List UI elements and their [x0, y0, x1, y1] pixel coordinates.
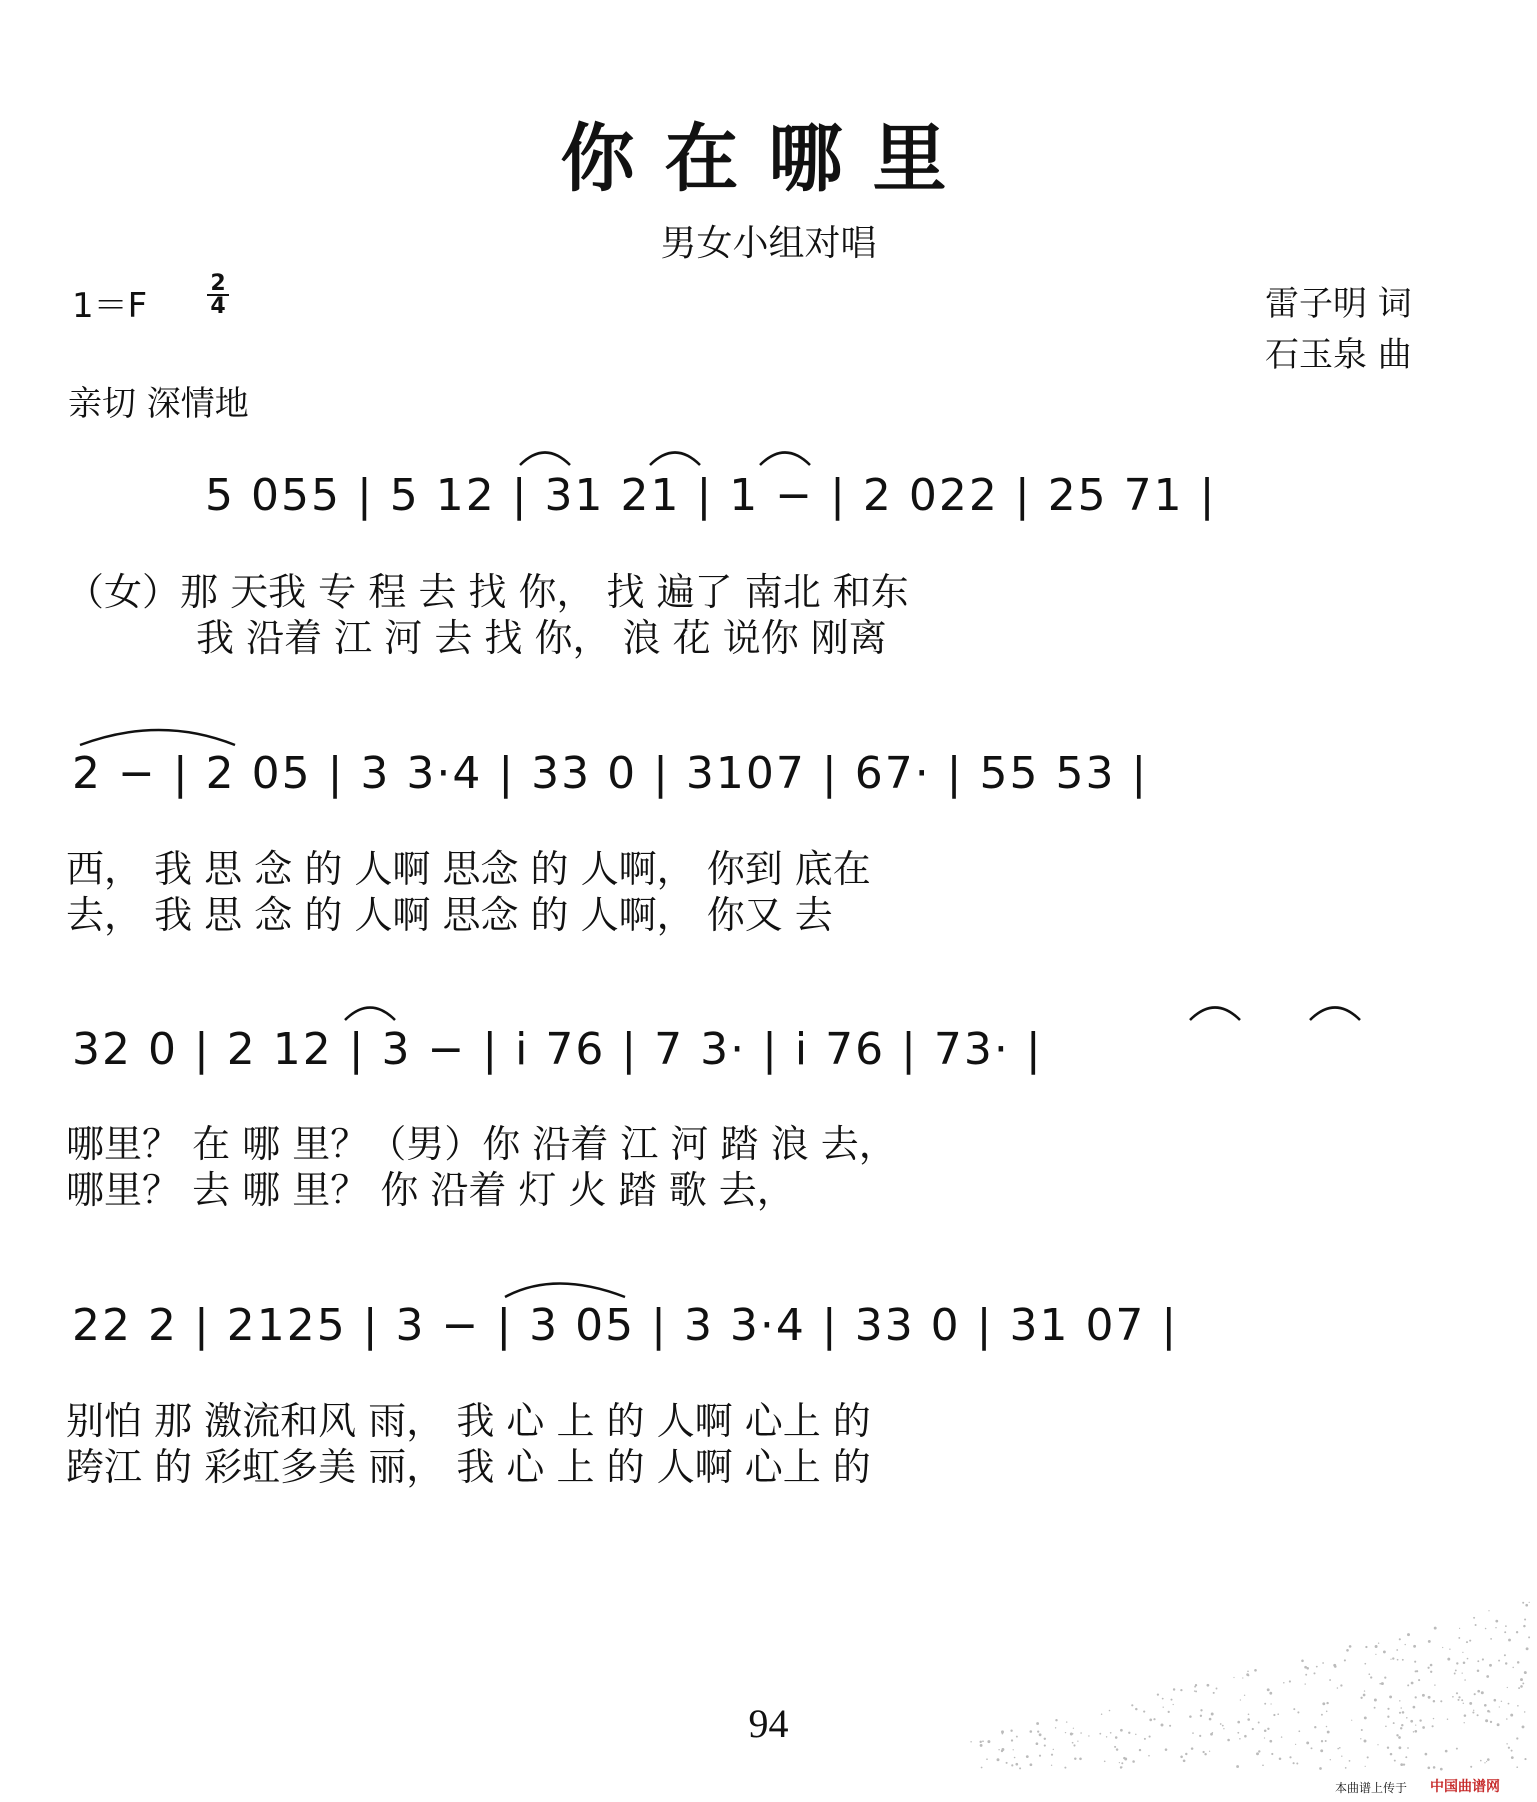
speckle-dot: [1341, 1756, 1342, 1757]
site-brand: 中国曲谱网: [1430, 1779, 1500, 1795]
speckle-dot: [1375, 1654, 1376, 1655]
speckle-dot: [1236, 1765, 1239, 1768]
song-subtitle: 男女小组对唱: [660, 223, 877, 264]
speckle-dot: [1365, 1766, 1366, 1767]
speckle-dot: [1001, 1750, 1003, 1752]
speckle-dot: [1383, 1650, 1386, 1653]
speckle-dot: [1304, 1666, 1307, 1669]
key-signature: 1＝F: [72, 286, 148, 326]
speckle-dot: [1486, 1761, 1487, 1762]
speckle-dot: [1345, 1767, 1347, 1769]
speckle-dot: [1301, 1660, 1304, 1663]
speckle-dot: [1247, 1674, 1249, 1676]
speckle-dot: [1244, 1695, 1245, 1696]
speckle-dot: [1116, 1748, 1118, 1750]
song-title: 你在哪里: [560, 116, 977, 202]
speckle-dot: [1051, 1765, 1052, 1766]
notes-system-2: 2 − | 2 05 | 3 3·4 | 33 0 | 3107 | 67· | 55 53 |: [72, 748, 1149, 799]
speckle-dot: [1425, 1753, 1428, 1756]
speckle-dot: [1119, 1762, 1120, 1763]
speckle-dot: [1079, 1758, 1082, 1761]
speckle-dot: [1477, 1669, 1480, 1672]
speckle-dot: [1456, 1662, 1458, 1664]
speckle-dot: [1495, 1627, 1496, 1628]
speckle-dot: [1339, 1747, 1341, 1749]
speckle-dot: [1390, 1753, 1393, 1756]
speckle-dot: [1121, 1766, 1122, 1767]
speckle-dot: [1415, 1670, 1417, 1672]
speckle-dot: [1517, 1661, 1520, 1664]
speckle-dot: [1180, 1689, 1182, 1691]
speckle-dot: [1330, 1759, 1331, 1760]
speckle-dot: [1405, 1644, 1406, 1645]
speckle-dot: [1520, 1685, 1523, 1688]
speckle-dot: [1340, 1684, 1342, 1686]
speckle-dot: [1195, 1684, 1197, 1686]
speckle-dot: [1467, 1658, 1469, 1660]
speckle-dot: [1337, 1687, 1339, 1689]
speckle-dot: [1396, 1649, 1398, 1651]
speckle-dot: [1104, 1760, 1106, 1762]
page-number: 94: [748, 1701, 789, 1746]
speckle-dot: [1313, 1672, 1315, 1674]
speckle-dot: [1039, 1755, 1041, 1757]
speckle-dot: [998, 1749, 999, 1750]
speckle-dot: [1375, 1645, 1378, 1648]
speckle-dot: [1512, 1667, 1514, 1669]
speckle-dot: [1368, 1673, 1370, 1675]
speckle-dot: [1349, 1760, 1351, 1762]
speckle-dot: [1430, 1671, 1432, 1673]
speckle-dot: [1428, 1640, 1431, 1643]
lyrics-system-4-verse-1: 别怕 那 激流和风 雨， 我 心 上 的 人啊 心上 的: [66, 1399, 871, 1443]
speckle-dot: [1477, 1690, 1480, 1693]
speckle-dot: [1422, 1694, 1425, 1697]
speckle-dot: [1522, 1682, 1524, 1684]
speckle-dot: [1216, 1688, 1218, 1690]
speckle-dot: [1378, 1643, 1379, 1644]
speckle-dot: [1405, 1756, 1407, 1758]
speckle-dot: [1390, 1659, 1391, 1660]
speckle-dot: [1333, 1664, 1336, 1667]
speckle-dot: [997, 1758, 1000, 1761]
speckle-dot: [1139, 1749, 1141, 1751]
speckle-dot: [1269, 1692, 1272, 1695]
speckle-dot: [1474, 1693, 1476, 1695]
speckle-dot: [1407, 1747, 1409, 1749]
speckle-dot: [1322, 1662, 1324, 1664]
speckle-dot: [1525, 1604, 1528, 1607]
speckle-dot: [1015, 1763, 1018, 1766]
speckle-dot: [1433, 1766, 1436, 1769]
speckle-dot: [1528, 1636, 1530, 1638]
speckle-dot: [1480, 1760, 1482, 1762]
speckle-dot: [1329, 1679, 1331, 1681]
speckle-dot: [1148, 1755, 1150, 1757]
speckle-dot: [1344, 1659, 1346, 1661]
speckle-dot: [1365, 1646, 1367, 1648]
speckle-dot: [1516, 1631, 1518, 1633]
speckle-dot: [1445, 1750, 1448, 1753]
speckle-dot: [1458, 1637, 1460, 1639]
speckle-dot: [1262, 1764, 1264, 1766]
speckle-dot: [1267, 1688, 1270, 1691]
speckle-dot: [1233, 1677, 1234, 1678]
speckle-dot: [1006, 1762, 1008, 1764]
speckle-dot: [1464, 1679, 1466, 1681]
speckle-dot: [1392, 1657, 1394, 1659]
speckle-dot: [1414, 1661, 1416, 1663]
lyrics-system-2-verse-1: 西， 我 思 念 的 人啊 思念 的 人啊， 你到 底在: [66, 847, 871, 891]
notes-system-3: 32 0 | 2 12 | 3 − | i 76 | 7 3· | i 76 | 73· |: [72, 1024, 1043, 1075]
speckle-dot: [1165, 1748, 1168, 1751]
speckle-dot: [1403, 1763, 1405, 1765]
speckle-dot: [1505, 1625, 1507, 1627]
speckle-dot: [1430, 1664, 1433, 1667]
speckle-dot: [1407, 1684, 1409, 1686]
speckle-dot: [1370, 1676, 1372, 1678]
speckle-dot: [1157, 1693, 1159, 1695]
lyricist-credit: 雷子明 词: [1265, 284, 1412, 324]
speckle-dot: [1247, 1671, 1249, 1673]
speckle-dot: [1456, 1692, 1458, 1694]
speckle-dot: [1498, 1660, 1500, 1662]
time-signature-top: 2: [210, 271, 226, 296]
speckle-dot: [1511, 1750, 1513, 1752]
speckle-dot: [1485, 1628, 1487, 1630]
speckle-dot: [1271, 1753, 1273, 1755]
speckle-dot: [1195, 1690, 1197, 1692]
speckle-dot: [1311, 1747, 1313, 1749]
speckle-dot: [1511, 1756, 1514, 1759]
speckle-dot: [1185, 1753, 1187, 1755]
speckle-dot: [1477, 1660, 1479, 1662]
speckle-dot: [1064, 1767, 1066, 1769]
speckle-dot: [1030, 1763, 1033, 1766]
speckle-dot: [1389, 1695, 1392, 1698]
lyrics-system-2-verse-2: 去， 我 思 念 的 人啊 思念 的 人啊， 你又 去: [66, 893, 833, 937]
speckle-dot: [1473, 1617, 1475, 1619]
speckle-dot: [1462, 1652, 1463, 1653]
speckle-dot: [1462, 1672, 1463, 1673]
speckle-dot: [1349, 1645, 1352, 1648]
speckle-dot: [1481, 1691, 1484, 1694]
speckle-dot: [1458, 1696, 1460, 1698]
speckle-dot: [1180, 1756, 1183, 1759]
speckle-dot: [1454, 1673, 1456, 1675]
speckle-dot: [1014, 1757, 1016, 1759]
speckle-dot: [1466, 1641, 1468, 1643]
speckle-dot: [1413, 1645, 1416, 1648]
speckle-dot: [1508, 1639, 1511, 1642]
speckle-dot: [1475, 1624, 1477, 1626]
time-signature-bottom: 4: [210, 294, 226, 319]
speckle-dot: [1011, 1764, 1013, 1766]
speckle-dot: [1470, 1766, 1472, 1768]
speckle-dot: [1427, 1766, 1430, 1769]
speckle-dot: [1434, 1627, 1437, 1630]
lyrics-system-1-verse-1: （女）那 天我 专 程 去 找 你， 找 遍了 南北 和东: [66, 570, 909, 614]
speckle-dot: [1019, 1767, 1021, 1769]
speckle-dot: [1434, 1684, 1435, 1685]
speckle-dot: [1279, 1757, 1282, 1760]
speckle-dot: [1293, 1762, 1295, 1764]
speckle-dot: [1529, 1602, 1530, 1603]
upload-note: 本曲谱上传于: [1335, 1781, 1408, 1795]
speckle-dot: [1524, 1618, 1526, 1620]
speckle-dot: [1452, 1696, 1454, 1698]
speckle-dot: [1428, 1696, 1431, 1699]
speckle-dot: [1489, 1664, 1492, 1667]
speckle-dot: [1364, 1690, 1365, 1691]
lyrics-system-1-verse-2: 我 沿着 江 河 去 找 你， 浪 花 说你 刚离: [196, 616, 887, 660]
speckle-dot: [1516, 1766, 1518, 1768]
speckle-dot: [1363, 1694, 1366, 1697]
speckle-dot: [1520, 1678, 1523, 1681]
speckle-dot: [1051, 1754, 1053, 1756]
speckle-dot: [1305, 1674, 1307, 1676]
speckle-dot: [1487, 1758, 1490, 1761]
notes-system-4: 22 2 | 2125 | 3 − | 3 05 | 3 3·4 | 33 0 | 31 07 |: [72, 1300, 1179, 1351]
speckle-dot: [1026, 1755, 1029, 1758]
speckle-dot: [1074, 1757, 1076, 1759]
speckle-dot: [1013, 1749, 1014, 1750]
speckle-dot: [1399, 1638, 1401, 1640]
speckle-dot: [1490, 1638, 1492, 1640]
speckle-dot: [986, 1758, 988, 1760]
speckle-dot: [1459, 1628, 1460, 1629]
speckle-dot: [1523, 1625, 1525, 1627]
speckle-dot: [1447, 1658, 1450, 1661]
speckle-dot: [1242, 1677, 1243, 1678]
speckle-dot: [1319, 1767, 1322, 1770]
speckle-dot: [1194, 1690, 1195, 1691]
speckle-dot: [1455, 1669, 1457, 1671]
speckle-dot: [1053, 1749, 1054, 1750]
speckle-dot: [1254, 1669, 1257, 1672]
speckle-dot: [1482, 1658, 1484, 1660]
composer-credit: 石玉泉 曲: [1265, 335, 1412, 375]
speckle-dot: [1207, 1684, 1210, 1687]
speckle-dot: [1504, 1631, 1506, 1633]
speckle-dot: [1364, 1663, 1366, 1665]
speckle-dot: [1397, 1659, 1399, 1661]
speckle-dot: [1486, 1675, 1489, 1678]
speckle-dot: [1427, 1667, 1429, 1669]
speckle-dot: [1507, 1687, 1508, 1688]
speckle-dot: [1289, 1756, 1291, 1758]
notes-system-1: 5 055 | 5 12 | 31 21 | 1 − | 2 022 | 25 71 |: [205, 470, 1217, 521]
speckle-dot: [1495, 1620, 1498, 1623]
speckle-dot: [1381, 1682, 1384, 1685]
speckle-dot: [1526, 1647, 1529, 1650]
lyrics-system-3-verse-1: 哪里？ 在 哪 里？（男）你 沿着 江 河 踏 浪 去，: [66, 1122, 897, 1166]
speckle-dot: [1320, 1749, 1323, 1752]
speckle-dot: [1296, 1763, 1298, 1765]
speckle-dot: [1316, 1666, 1318, 1668]
speckle-dot: [1173, 1688, 1175, 1690]
speckle-dot: [1121, 1762, 1123, 1764]
speckle-dot: [981, 1767, 983, 1769]
speckle-dot: [1488, 1610, 1489, 1611]
speckle-dot: [1400, 1763, 1403, 1766]
speckle-dot: [1132, 1760, 1135, 1763]
speckle-dot: [1283, 1682, 1285, 1684]
speckle-dot: [1415, 1696, 1417, 1698]
speckle-dot: [1402, 1659, 1404, 1661]
speckle-dot: [1449, 1649, 1450, 1650]
tempo-marking: 亲切 深情地: [68, 384, 249, 424]
speckle-dot: [1463, 1662, 1466, 1665]
lyrics-system-4-verse-2: 跨江 的 彩虹多美 丽， 我 心 上 的 人啊 心上 的: [66, 1445, 871, 1489]
speckle-dot: [1202, 1751, 1204, 1753]
speckle-dot: [1518, 1687, 1520, 1689]
speckle-dot: [1209, 1751, 1210, 1752]
speckle-dot: [1384, 1677, 1386, 1679]
speckle-dot: [1367, 1756, 1369, 1758]
speckle-dot: [1289, 1680, 1291, 1682]
speckle-dot: [1258, 1750, 1260, 1752]
speckle-dot: [1191, 1747, 1194, 1750]
speckle-dot: [1337, 1748, 1339, 1750]
speckle-dot: [1484, 1762, 1485, 1763]
speckle-dot: [1305, 1683, 1306, 1684]
speckle-dot: [1256, 1752, 1259, 1755]
speckle-dot: [1379, 1683, 1381, 1685]
speckle-dot: [1524, 1671, 1527, 1674]
speckle-dot: [1124, 1758, 1127, 1761]
speckle-dot: [1394, 1760, 1396, 1762]
speckle-dot: [1183, 1759, 1186, 1762]
lyrics-system-3-verse-2: 哪里？ 去 哪 里？ 你 沿着 灯 火 踏 歌 去，: [66, 1168, 795, 1212]
speckle-dot: [1213, 1692, 1215, 1694]
speckle-dot: [1418, 1679, 1420, 1681]
speckle-dot: [1456, 1748, 1458, 1750]
speckle-dot: [1346, 1649, 1349, 1652]
speckle-dot: [1442, 1647, 1443, 1648]
speckle-dot: [1469, 1640, 1471, 1642]
speckle-dot: [1504, 1654, 1506, 1656]
speckle-dot: [1505, 1662, 1507, 1664]
speckle-dot: [1407, 1633, 1410, 1636]
speckle-dot: [1524, 1758, 1526, 1760]
speckle-dot: [1360, 1697, 1362, 1699]
speckle-dot: [1440, 1768, 1443, 1771]
speckle-dot: [1411, 1682, 1414, 1685]
speckle-dot: [1522, 1602, 1524, 1604]
speckle-dot: [1204, 1753, 1206, 1755]
